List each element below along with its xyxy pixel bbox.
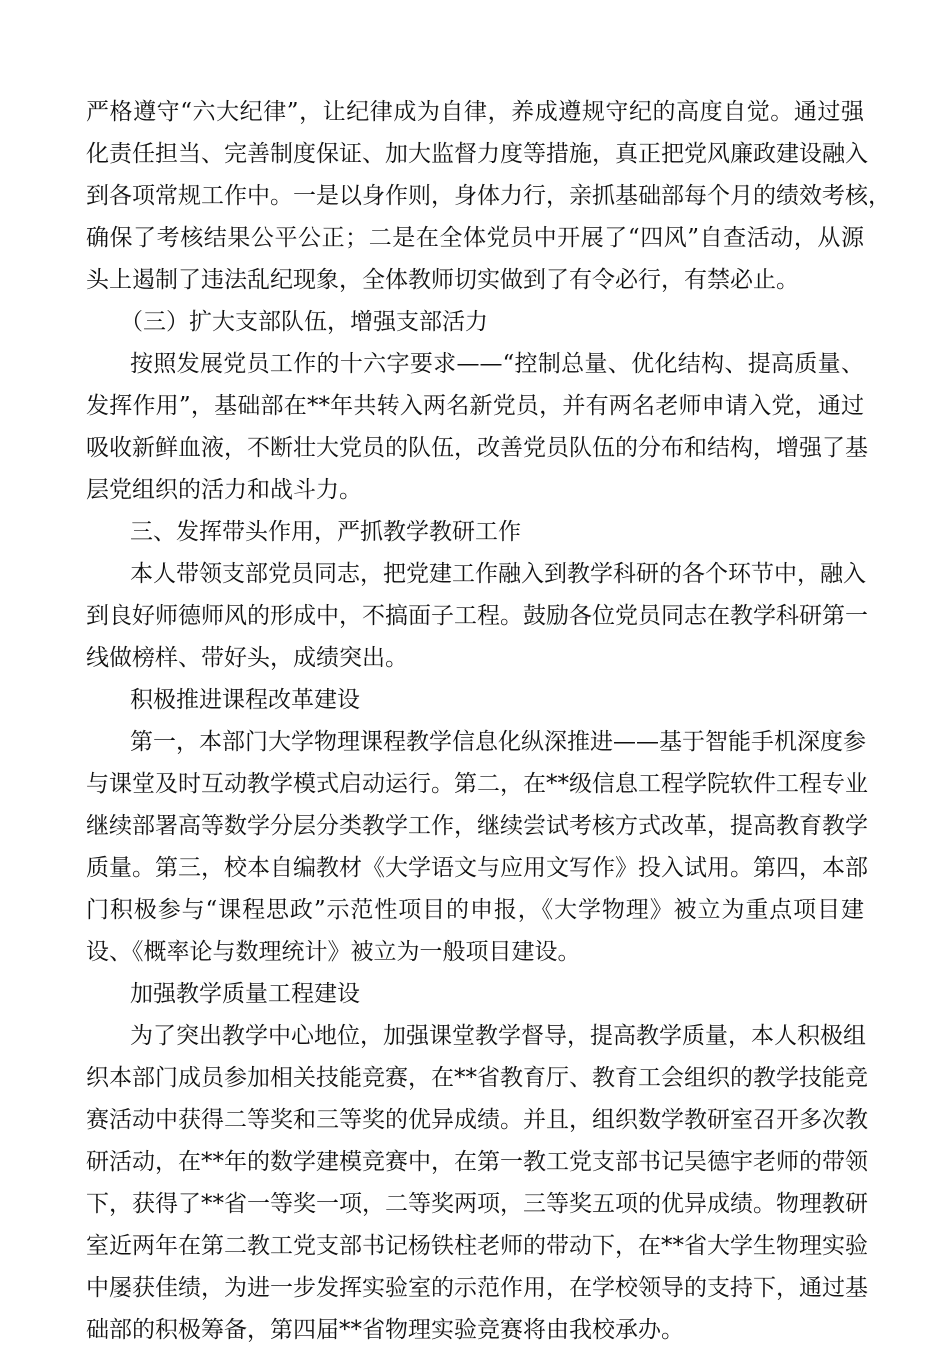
paragraph-line: 本人带领支部党员同志，把党建工作融入到教学科研的各个环节中，融入 bbox=[130, 561, 866, 587]
paragraph-line: 赛活动中获得二等奖和三等奖的优异成绩。并且，组织数学教研室召开多次教 bbox=[86, 1107, 868, 1133]
paragraph-line: 质量。第三，校本自编教材《大学语文与应用文写作》投入试用。第四，本部 bbox=[86, 855, 868, 881]
paragraph-line: 中屡获佳绩，为进一步发挥实验室的示范作用，在学校领导的支持下，通过基 bbox=[86, 1275, 868, 1301]
paragraph-line: 室近两年在第二教工党支部书记杨铁柱老师的带动下，在**省大学生物理实验 bbox=[86, 1233, 868, 1259]
paragraph-line: 门积极参与“课程思政”示范性项目的申报，《大学物理》被立为重点项目建 bbox=[86, 897, 864, 923]
subsection-heading: 加强教学质量工程建设 bbox=[130, 981, 360, 1007]
paragraph-line: 发挥作用”，基础部在**年共转入两名新党员，并有两名老师申请入党，通过 bbox=[86, 393, 864, 419]
paragraph-line: 第一，本部门大学物理课程教学信息化纵深推进——基于智能手机深度参 bbox=[130, 729, 866, 755]
section-heading: 三、发挥带头作用，严抓教学教研工作 bbox=[130, 519, 521, 545]
paragraph-line: 础部的积极筹备，第四届**省物理实验竞赛将由我校承办。 bbox=[86, 1317, 684, 1343]
paragraph-line: 织本部门成员参加相关技能竞赛，在**省教育厅、教育工会组织的教学技能竞 bbox=[86, 1065, 868, 1091]
section-heading: （三）扩大支部队伍，增强支部活力 bbox=[120, 309, 488, 335]
paragraph-line: 继续部署高等数学分层分类教学工作，继续尝试考核方式改革，提高教育教学 bbox=[86, 813, 868, 839]
paragraph-line: 研活动，在**年的数学建模竞赛中，在第一教工党支部书记吴德宇老师的带领 bbox=[86, 1149, 868, 1175]
paragraph-line: 到良好师德师风的形成中，不搞面子工程。鼓励各位党员同志在教学科研第一 bbox=[86, 603, 868, 629]
paragraph-line: 到各项常规工作中。一是以身作则，身体力行，亲抓基础部每个月的绩效考核， bbox=[86, 183, 891, 209]
paragraph-line: 为了突出教学中心地位，加强课堂教学督导，提高教学质量，本人积极组 bbox=[130, 1023, 866, 1049]
paragraph-line: 层党组织的活力和战斗力。 bbox=[86, 477, 362, 503]
paragraph-line: 设、《概率论与数理统计》被立为一般项目建设。 bbox=[86, 939, 581, 965]
paragraph-line: 线做榜样、带好头，成绩突出。 bbox=[86, 645, 408, 671]
paragraph-line: 下，获得了**省一等奖一项，二等奖两项，三等奖五项的优异成绩。物理教研 bbox=[86, 1191, 868, 1217]
paragraph-line: 确保了考核结果公平公正；二是在全体党员中开展了“四风”自查活动，从源 bbox=[86, 225, 864, 251]
paragraph-line: 吸收新鲜血液，不断壮大党员的队伍，改善党员队伍的分布和结构，增强了基 bbox=[86, 435, 868, 461]
paragraph-line: 化责任担当、完善制度保证、加大监督力度等措施，真正把党风廉政建设融入 bbox=[86, 141, 868, 167]
paragraph-line: 与课堂及时互动教学模式启动运行。第二，在**级信息工程学院软件工程专业 bbox=[86, 771, 868, 797]
paragraph-line: 按照发展党员工作的十六字要求——“控制总量、优化结构、提高质量、 bbox=[130, 351, 864, 377]
paragraph-line: 头上遏制了违法乱纪现象，全体教师切实做到了有令必行，有禁必止。 bbox=[86, 267, 799, 293]
paragraph-line: 严格遵守“六大纪律”，让纪律成为自律，养成遵规守纪的高度自觉。通过强 bbox=[86, 99, 864, 125]
subsection-heading: 积极推进课程改革建设 bbox=[130, 687, 360, 713]
